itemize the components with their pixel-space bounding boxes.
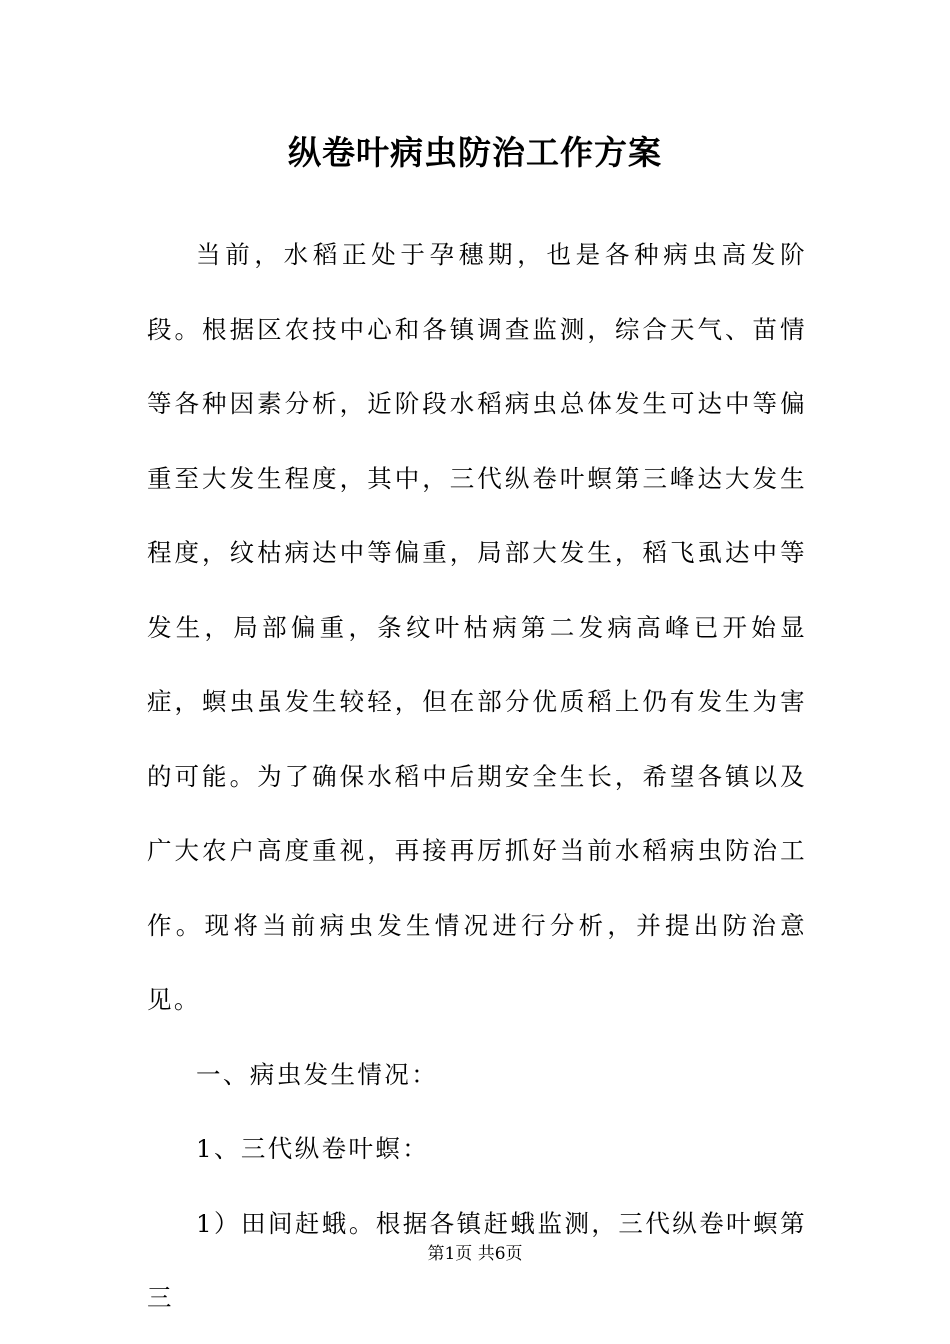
paragraph-intro: 当前，水稻正处于孕穗期，也是各种病虫高发阶段。根据区农技中心和各镇调查监测，综合天气、苗情等各种因素分析，近阶段水稻病虫总体发生可达中等偏重至大发生程度，其中，三代纵卷叶螟第三峰达大发生程度，纹枯病达中等偏重，局部大发生，稻飞虱达中等发生，局部偏重，条纹叶枯病第二发病高峰已开始显症，螟虫虽发生较轻，但在部分优质稻上仍有发生为害的可能。为了确保水稻中后期安全生长，希望各镇以及广大农户高度重视，再接再厉抓好当前水稻病虫防治工作。现将当前病虫发生情况进行分析，并提出防治意见。: [147, 240, 807, 1014]
paragraph-field-moth: 1）田间赶蛾。根据各镇赶蛾监测，三代纵卷叶螟第三: [147, 1208, 807, 1312]
page-footer: 第1页 共6页: [427, 1244, 523, 1264]
section-heading-1: 一、病虫发生情况：: [196, 1059, 439, 1089]
subsection-heading-1: 1、三代纵卷叶螟：: [196, 1134, 430, 1163]
document-body: [147, 218, 807, 1336]
document-title: 纵卷叶病虫防治工作方案: [288, 133, 662, 172]
